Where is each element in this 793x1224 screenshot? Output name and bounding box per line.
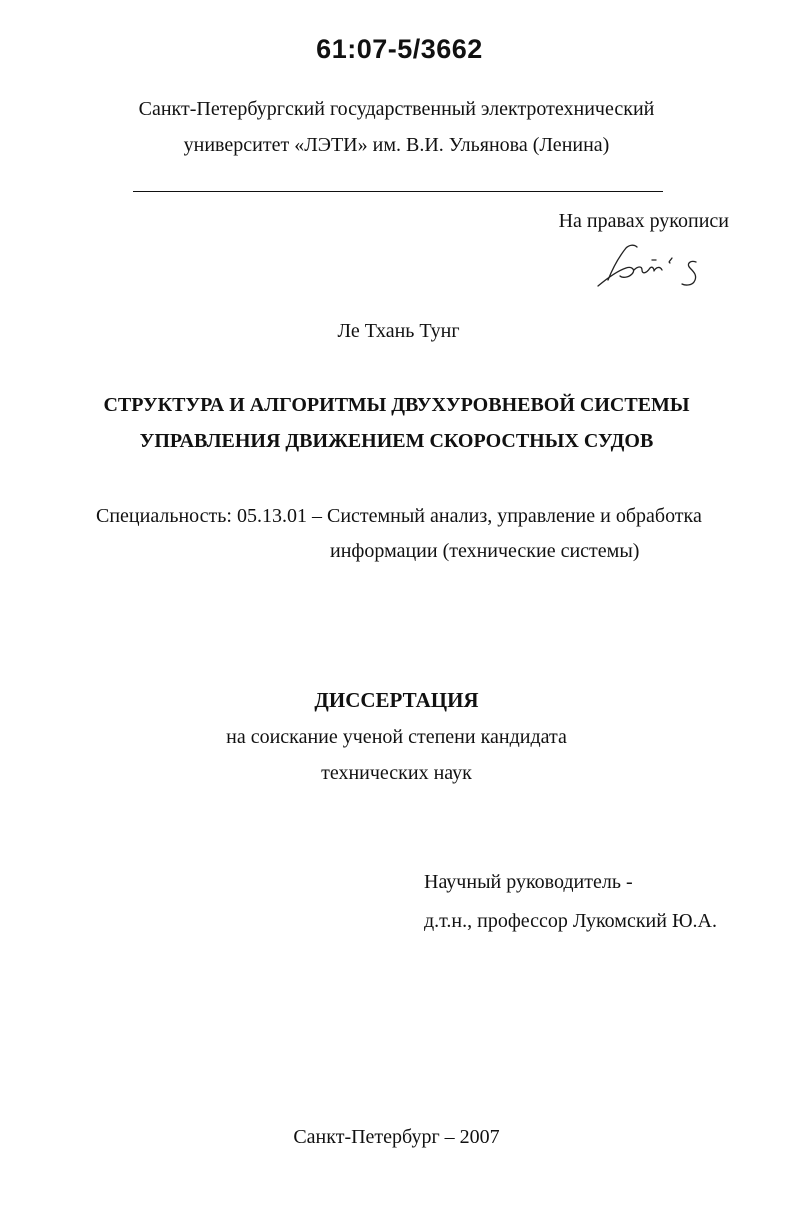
degree-line-1: на соискание ученой степени кандидата — [226, 726, 567, 748]
specialty-line-1: Специальность: 05.13.01 – Системный анализ, управление и обработка — [96, 505, 702, 527]
supervisor-label: Научный руководитель - — [424, 871, 633, 893]
header-divider — [133, 191, 663, 192]
author-name: Ле Тхань Тунг — [337, 320, 460, 342]
author-signature — [596, 240, 704, 290]
city-year: Санкт-Петербург – 2007 — [293, 1126, 500, 1148]
university-name-line-1: Санкт-Петербургский государственный электротехнический — [138, 98, 655, 120]
dissertation-heading: ДИССЕРТАЦИЯ — [314, 688, 479, 712]
degree-line-2: технических наук — [321, 762, 472, 784]
specialty-line-2: информации (технические системы) — [330, 540, 640, 562]
dissertation-title-line-2: УПРАВЛЕНИЯ ДВИЖЕНИЕМ СКОРОСТНЫХ СУДОВ — [139, 430, 654, 452]
manuscript-rights-note: На правах рукописи — [558, 210, 729, 232]
university-name-line-2: университет «ЛЭТИ» им. В.И. Ульянова (Ленина) — [183, 134, 610, 156]
dissertation-title-line-1: СТРУКТУРА И АЛГОРИТМЫ ДВУХУРОВНЕВОЙ СИСТЕМЫ — [103, 394, 690, 416]
archive-stamp-number: 61:07-5/3662 — [316, 34, 483, 64]
supervisor-name: д.т.н., профессор Лукомский Ю.А. — [424, 910, 717, 932]
